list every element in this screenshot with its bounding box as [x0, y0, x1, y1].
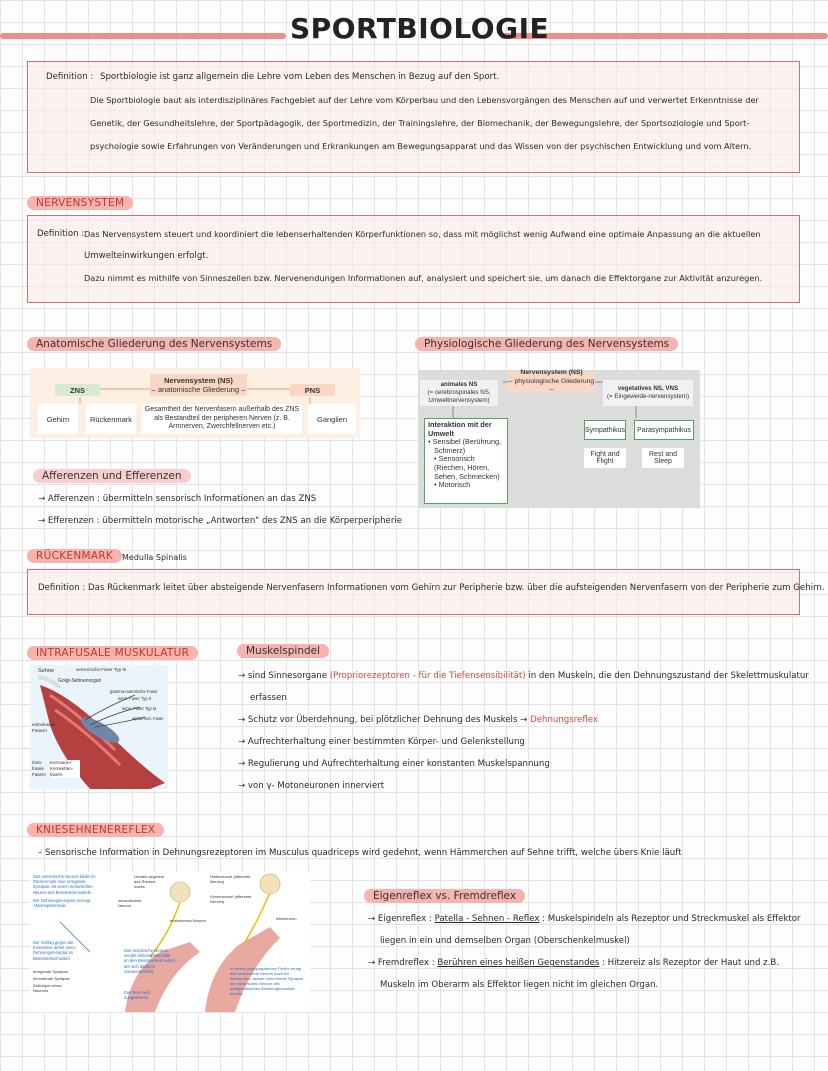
rueckenmark-line: [38, 578, 825, 599]
ns-line-3: Dazu nimmt es mithilfe von Sinneszellen bzw. Nervenendungen Informationen auf, analysiert und speichert sie, um danach die Effektorgane zur Aktivität anzuregen.: [84, 273, 763, 283]
intro-line-4: psychologie sowie Erfahrungen von Veränderungen und Erkrankungen am Bewegungsapparat und das Wissen von der psychischen Entwicklung und vom Altern.: [90, 141, 752, 151]
anat-ganglien-node: Ganglien: [308, 404, 356, 434]
physio-parasympathikus-node: Parasympathikus: [634, 420, 694, 440]
anat-zns-node: ZNS: [55, 384, 100, 396]
title-bar-left: [0, 33, 286, 39]
eigenreflex-cont: liegen in ein und demselben Organ (Oberschenkelmuskel): [380, 936, 630, 946]
anat-root-node: [150, 374, 247, 396]
afferenzen-line: [38, 489, 316, 510]
kniesehne-heading: KNIESEHNENEREFLEX: [27, 823, 164, 837]
ms-bullet-5: → von γ- Motoneuronen innerviert: [238, 781, 385, 791]
fremdreflex-cont: Muskeln im Oberarm als Effektor liegen nicht im gleichen Organ.: [380, 980, 659, 990]
physio-veg-sub: (= Eingeweide-nervensystem): [606, 393, 690, 400]
physio-interaktion-item: • Sensorisch (Riechen, Hören, Sehen, Schmecken): [434, 454, 500, 481]
physiologisch-diagram: [418, 370, 700, 508]
physio-interaktion-title: Interaktion mit der Umwelt: [428, 420, 492, 438]
title-bar-right: [500, 33, 828, 39]
anat-gehirn-node: Gehirn: [38, 404, 78, 434]
physio-sympathikus-node: Sympathikus: [584, 420, 626, 440]
ms-b2-pre: → Schutz vor Überdehnung, bei plötzlicher Dehnung des Muskels →: [238, 715, 528, 725]
physio-interaktion-item: • Sensibel (Berührung, Schmerz): [428, 437, 502, 455]
physio-root-node: [508, 369, 595, 394]
ms-bullet-2: [238, 710, 598, 731]
ns-line-2: Umwelteinwirkungen erfolgt.: [84, 251, 209, 261]
muscle-spindle-figure: [30, 665, 168, 789]
ms-bullet-3: → Aufrechterhaltung einer bestimmten Körper- und Gelenkstellung: [238, 737, 525, 747]
nervensystem-heading: NERVENSYSTEM: [27, 196, 133, 210]
physio-rest-node: Rest and Sleep: [642, 448, 684, 468]
efferenzen-line: [38, 511, 402, 532]
fig-label-alpha: alpha-mot. Faser: [132, 716, 164, 721]
ms-bullet-1: [238, 666, 809, 687]
physio-animales-sub: (= cerebrospinales NS, Umweltnervensystem): [427, 389, 491, 404]
intro-line-3: Genetik, der Gesundheitslehre, der Sportpädagogik, der Sportmedizin, der Trainingslehre, der Biomechanik, der Bewegungslehre, der Sportsoziologie und Sport-: [90, 118, 750, 128]
ms-b1-cont: erfassen: [250, 693, 287, 703]
knee-label-2: Der Dehnungsrezeptor erzeugt Aktionspotenziale.: [33, 898, 91, 909]
knee-reflex-figure: [30, 872, 310, 1012]
eigen-underlined: Patella - Sehnen - Reflex: [434, 914, 540, 924]
anatomisch-heading: Anatomische Gliederung des Nervensystems: [27, 337, 281, 351]
ms-b1-red: (Propriorezeptoren - für die Tiefensensibilität): [329, 671, 526, 681]
physio-fight-node: Fight and Flight: [584, 448, 626, 468]
page-title: SPORTBIOLOGIE: [290, 12, 550, 45]
eigenreflex-heading: Eigenreflex vs. Fremdreflex: [364, 889, 525, 903]
physio-veg-title: vegetatives NS, VNS: [617, 385, 679, 392]
ms-b2-red: Dehnungsreflex: [530, 715, 598, 725]
eigenreflex-line: [368, 909, 801, 930]
intrafusale-heading: INTRAFUSALE MUSKULATUR: [27, 646, 198, 660]
fremdreflex-line: [368, 953, 779, 974]
knee-label-mot: motorisches Neuron: [170, 918, 206, 923]
fig-label-kernsack: Kernsack-/ Kernketten-fasern: [50, 760, 80, 778]
fremd-underlined: Berühren eines heißen Gegenstandes: [437, 958, 600, 968]
fig-label-golgi: Golgi-Sehnenorgan: [58, 678, 102, 684]
physio-interaktion-item: • Motorisch: [434, 480, 471, 490]
fig-label-sehne: Sehne: [38, 668, 54, 674]
ms-b1-pre: → sind Sinnesorgane: [238, 671, 328, 681]
fig-label-gamma: gamma-motorische Faser: [110, 689, 158, 694]
rueckenmark-def-label: Definition :: [38, 583, 86, 593]
efferenzen-label: → Efferenzen :: [38, 516, 100, 526]
fremd-post: : Hitzereiz als Rezeptor der Haut und z.B.: [602, 958, 780, 968]
knee-label-1: Das sensorische Neuron bildet im Rückenmark eine erregende Synapse mit einem motorischen Neuron des Beinstreckmuskels.: [33, 874, 96, 895]
knee-label-5: In einem polysynaptischen Reflex erregt das sensorische Neuron auch ein Interneuron, dessen hemmende Synapse ein motorisches Neuron des antagonistischen Beinbeugemuskels hemmt.: [230, 966, 304, 996]
anat-root-line2: – anatomische Gliederung –: [151, 385, 246, 394]
rueckenmark-text: Das Rückenmark leitet über absteigende Nervenfasern Informationen vom Gehirn zur Peripherie bzw. über die aufsteigenden Nervenfasern von der Peripherie zum Gehirn.: [87, 583, 825, 593]
physio-animales-title: animales NS: [440, 381, 478, 388]
fig-label-sens2: sens. Faser Typ II: [118, 696, 152, 701]
knee-legend-3: Zellkörper eines Neurons: [33, 983, 62, 993]
eigen-post: : Muskelspindeln als Rezeptor und Streckmuskel als Effektor: [542, 914, 801, 924]
afferenzen-label: → Afferenzen :: [38, 494, 100, 504]
fremd-pre: → Fremdreflex :: [368, 958, 435, 968]
fig-label-sens1a: sens. Faser Typ Ia: [122, 706, 157, 711]
physio-root-line1: Nervensystem (NS): [520, 369, 583, 377]
ms-bullet-4: → Regulierung und Aufrechterhaltung einer konstanten Muskelspannung: [238, 759, 550, 769]
rueckenmark-heading: RÜCKENMARK: [27, 549, 122, 563]
anat-pns-node: PNS: [290, 384, 335, 396]
knee-label-3: Der Schlag gegen die Kniesehne dehnt einen Dehnungsrezeptor im Beinstreckermuskel.: [33, 940, 76, 961]
eigen-pre: → Eigenreflex :: [368, 914, 432, 924]
physio-interaktion-box: [424, 418, 508, 504]
efferenzen-text: übermitteln motorische „Antworten" des ZNS an die Körperperipherie: [102, 516, 403, 526]
anatomisch-diagram: [30, 368, 360, 438]
kniesehne-text: – Sensorische Information in Dehnungsrezeptoren im Musculus quadriceps wird gedehnt, wenn Hämmerchen auf Sehne trifft, welche übers Knie läuft: [38, 848, 682, 858]
physiologisch-heading: Physiologische Gliederung des Nervensystems: [415, 337, 678, 351]
physio-vegetativ-node: [603, 380, 693, 406]
fig-label-extrafusal: extrafusale Fasern: [32, 723, 56, 734]
anat-rueckenmark-node: Rückenmark: [86, 404, 136, 434]
knee-label-hinter: Hinterwurzel (afferente Nerven): [210, 874, 251, 884]
intro-line-2: Die Sportbiologie baut als interdisziplinäres Fachgebiet auf der Lehre vom Körperbau und den Lebensvorgängen des Menschen auf und verwertet Erkenntnisse der: [90, 95, 759, 105]
knee-label-6: Das Bein wird ausgestreckt.: [124, 990, 150, 1001]
physio-animales-node: [420, 380, 498, 406]
anat-root-line1: Nervensystem (NS): [164, 376, 233, 385]
knee-label-vorder: Vorderwurzel (efferente Nerven): [210, 894, 252, 904]
rueckenmark-latin: Medulla Spinalis: [122, 553, 187, 562]
ns-line-1: Das Nervensystem steuert und koordiniert die lebenserhaltenden Körperfunktionen so, dass mit möglichst wenig Aufwand eine optimale Anpassung an die aktuellen: [84, 229, 761, 239]
afferenzen-text: übermitteln sensorisch Informationen an das ZNS: [102, 494, 317, 504]
anat-gesamtheit-node: Gesamtheit der Nervenfasern außerhalb des ZNS als Bestandteil der peripheren Nerven (z. B. Armnerven, Zwerchfellnerven etc.): [142, 404, 302, 434]
intro-def-label: Definition :: [46, 72, 94, 82]
knee-legend-2: hemmende Synapse: [33, 976, 70, 981]
knee-label-lend: Lenden-segment des Rücken-marks: [134, 874, 165, 889]
afferenzen-heading: Afferenzen und Efferenzen: [33, 469, 191, 483]
knee-legend-1: erregende Synapse: [33, 969, 68, 974]
knee-label-sens: sensorisches Neuron: [118, 898, 142, 908]
fig-label-intrafusal: intra-fusale Fasern: [32, 760, 47, 777]
ns-def-label: Definition :: [37, 229, 85, 239]
fig-label-sensorisch: sensorische Faser Typ Ib: [76, 667, 127, 672]
ms-b1-post: in den Muskeln, die den Dehnungszustand der Skelettmuskulatur: [528, 671, 809, 681]
muskelspindel-heading: Muskelspindel: [237, 644, 329, 658]
knee-label-inter: Interneuron: [276, 916, 297, 921]
intro-line-1: Sportbiologie ist ganz allgemein die Lehre vom Leben des Menschen in Bezug auf den Sport.: [100, 72, 500, 82]
knee-label-4: Das motorische Neuron sendet Aktionspotenziale an den Beinstreckermuskel, der sich dadurch zusammenzieht.: [124, 948, 176, 974]
physio-root-line2: – physiologische Gliederung –: [508, 377, 595, 394]
